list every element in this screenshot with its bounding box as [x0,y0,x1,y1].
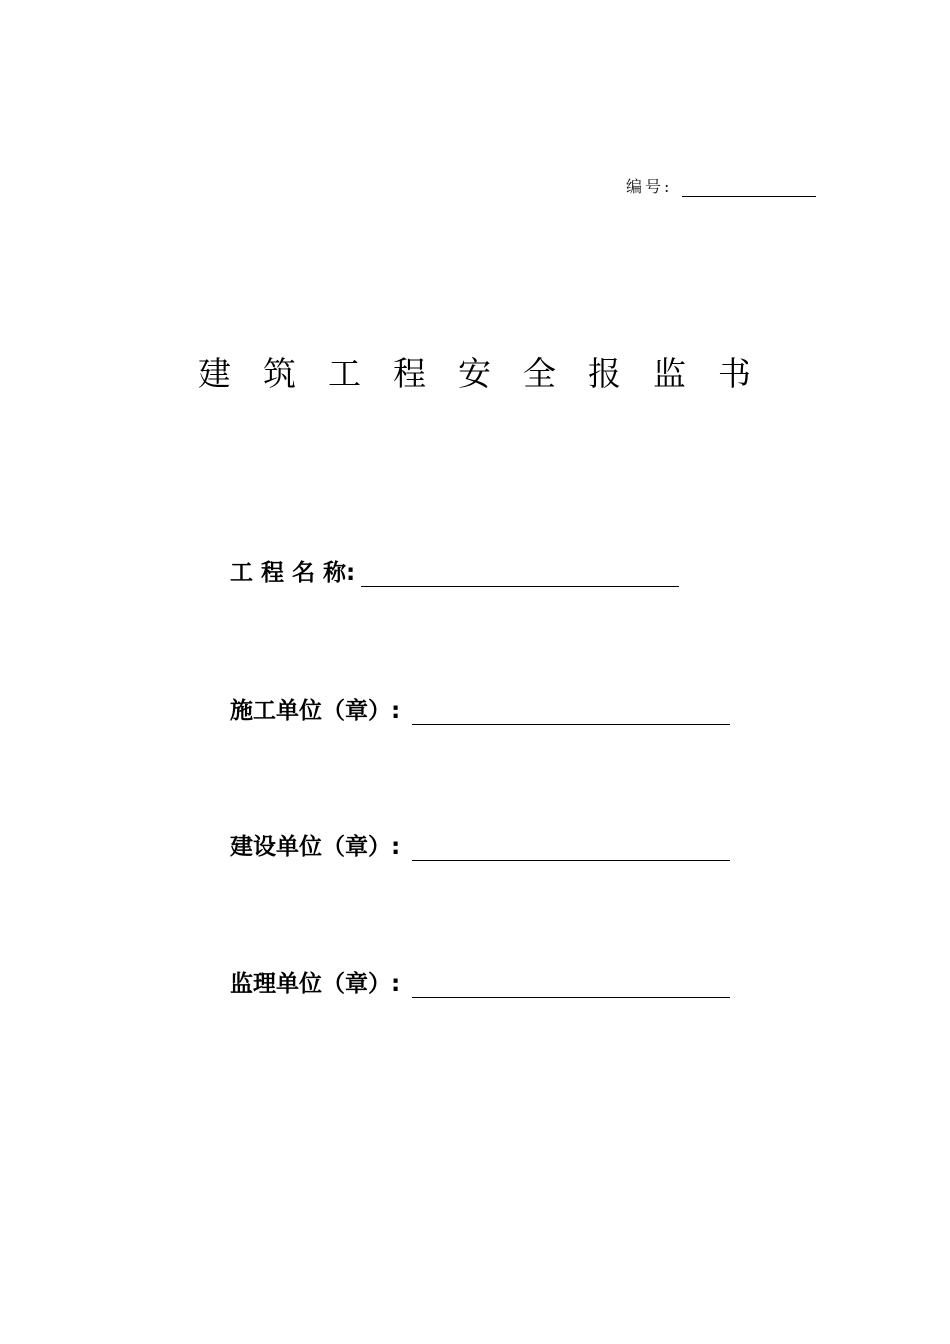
serial-number-label: 编号: [626,177,673,196]
developer-unit-blank[interactable] [412,860,730,861]
serial-number-blank[interactable] [682,196,816,197]
project-name-label: 工 程 名 称: [230,560,356,586]
construction-unit-field [230,694,730,728]
developer-unit-field [230,830,730,864]
project-name-field [230,556,679,590]
construction-unit-blank[interactable] [412,724,730,725]
supervision-unit-field [230,967,730,1001]
supervision-unit-label: 监理单位（章）: [230,971,401,997]
document-title: 建筑工程安全报监书 [198,354,783,393]
serial-number [626,175,816,199]
supervision-unit-blank[interactable] [412,997,730,998]
project-name-blank[interactable] [361,586,679,587]
construction-unit-label: 施工单位（章）: [230,698,401,724]
developer-unit-label: 建设单位（章）: [230,834,401,860]
